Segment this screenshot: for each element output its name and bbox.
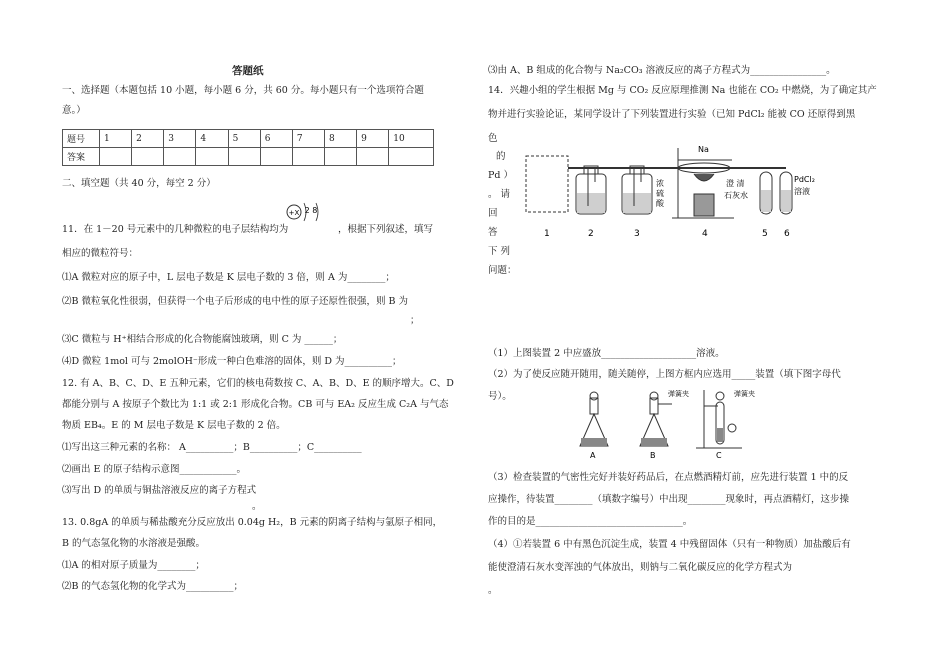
- option-letter: C: [716, 451, 722, 460]
- table-cell: 9: [357, 130, 389, 148]
- label-na: Na: [698, 145, 709, 154]
- q11-instruction: 相应的微粒符号：: [62, 248, 139, 259]
- label-solution: 溶液: [794, 187, 810, 196]
- section1-heading-cont: 意。）: [62, 105, 86, 116]
- table-row: [63, 148, 434, 166]
- table-row: [63, 130, 434, 148]
- option-a-flask: [580, 392, 608, 460]
- shell-electrons: 2 8: [304, 206, 318, 215]
- q14-part3-cont2: 作的目的是_______________________________。: [488, 516, 693, 527]
- table-cell: 5: [228, 130, 260, 148]
- q11-part1: ⑴A 微粒对应的原子中，L 层电子数是 K 层电子数的 3 倍，则 A 为________；: [62, 272, 395, 283]
- table-cell: 8: [324, 130, 356, 148]
- q14-side-text: 下 列: [488, 246, 511, 257]
- label-pdcl2: PdCl₂: [794, 175, 815, 184]
- spring-clip-label: 弹簧夹: [668, 390, 689, 398]
- table-cell: 3: [164, 130, 196, 148]
- q14-text-cont: 物并进行实验论证，某同学设计了下列装置进行实验（已知 PdCl₂ 能被 CO 还原得到黑: [488, 109, 856, 120]
- label-liu: 硫: [656, 189, 664, 198]
- table-cell: 1: [100, 130, 132, 148]
- option-letter: A: [590, 451, 596, 460]
- answer-cell-3[interactable]: [164, 148, 196, 166]
- q14-side-text: 的: [496, 151, 506, 162]
- answer-cell-9[interactable]: [357, 148, 389, 166]
- q14-side-text: Pd ）: [488, 170, 513, 181]
- q14-part2: （2）为了使反应随开随用，随关随停，上图方框内应选用_____装置（填下图字母代: [488, 369, 841, 380]
- gas-generator-options-figure: [572, 384, 802, 462]
- label-suan: 酸: [656, 199, 664, 208]
- q12-text-cont2: 物质 EB₄。E 的 M 层电子数是 K 层电子数的 2 倍。: [62, 420, 286, 431]
- answer-cell-10[interactable]: [389, 148, 434, 166]
- q11-text-cont: ，根据下列叙述，填写: [338, 224, 434, 235]
- table-cell: 2: [132, 130, 164, 148]
- section1-heading: 一、选择题（本题包括 10 小题，每小题 6 分，共 60 分。每小题只有一个选项符合题: [62, 85, 424, 96]
- answer-cell-8[interactable]: [324, 148, 356, 166]
- apparatus-number: 3: [634, 229, 640, 239]
- q12-part2: ⑵画出 E 的原子结构示意图____________。: [62, 464, 246, 475]
- apparatus-5-tube: [724, 172, 772, 214]
- apparatus-number: 6: [784, 229, 790, 239]
- q11-part4: ⑷D 微粒 1mol 可与 2molOH⁻形成一种白色难溶的固体，则 D 为__________；: [62, 356, 402, 367]
- q12-text: 12. 有 A、B、C、D、E 五种元素，它们的核电荷数按 C、A、B、D、E 的顺序增大。C、D: [62, 378, 454, 389]
- answer-cell-4[interactable]: [196, 148, 228, 166]
- q13-text-cont: B 的气态氢化物的水溶液是强酸。: [62, 538, 206, 549]
- label-nong: 浓: [656, 179, 664, 188]
- q12-part1: ⑴写出这三种元素的名称： A__________；B__________；C__________: [62, 442, 362, 453]
- q14-side-text: 回: [488, 208, 498, 219]
- answer-cell-1[interactable]: [100, 148, 132, 166]
- experiment-apparatus-figure: [522, 138, 822, 242]
- table-cell: 答案: [63, 148, 100, 166]
- table-cell: 6: [260, 130, 292, 148]
- table-cell: 7: [292, 130, 324, 148]
- q14-side-text: 色: [488, 133, 498, 144]
- q13-part2: ⑵B 的气态氢化物的化学式为__________；: [62, 581, 244, 592]
- apparatus-3-bottle: [622, 166, 665, 214]
- q13-text: 13. 0.8gA 的单质与稀盐酸充分反应放出 0.04g H₂，B 元素的阴离子结构与氩原子相同，: [62, 517, 443, 528]
- option-letter: B: [650, 451, 656, 460]
- q14-part1: （1）上图装置 2 中应盛放____________________溶液。: [488, 348, 725, 359]
- q12-part3-end: 。: [252, 501, 262, 512]
- nucleus-label: +X: [288, 209, 300, 217]
- answer-cell-2[interactable]: [132, 148, 164, 166]
- q14-side-text: 问题：: [488, 265, 517, 276]
- q13-part3: ⑶由 A、B 组成的化合物与 Na₂CO₃ 溶液反应的离子方程式为________________。: [488, 65, 836, 76]
- q11-part3: ⑶C 微粒与 H⁺相结合形成的化合物能腐蚀玻璃，则 C 为 ______；: [62, 334, 343, 345]
- q14-part4-end: 。: [488, 585, 498, 596]
- q11-part2-end: ；: [410, 315, 420, 326]
- q14-part3: （3）检查装置的气密性完好并装好药品后，在点燃酒精灯前，应先进行装置 1 中的反: [488, 472, 849, 483]
- q12-text-cont: 都能分别与 A 按原子个数比为 1:1 或 2:1 形成化合物。CB 可与 EA₂ 反应生成 C₂A 与气态: [62, 399, 449, 410]
- apparatus-1-box: [526, 156, 568, 212]
- label-limewater: 石灰水: [724, 191, 748, 200]
- option-c-tube: [696, 389, 755, 460]
- label-clear: 澄 清: [726, 179, 745, 188]
- q11-text: 11．在 1－20 号元素中的几种微粒的电子层结构均为: [62, 224, 289, 235]
- q14-part4: （4）①若装置 6 中有黑色沉淀生成，装置 4 中残留固体（只有一种物质）加盐酸后有: [488, 539, 851, 550]
- answer-cell-6[interactable]: [260, 148, 292, 166]
- apparatus-number: 1: [544, 229, 550, 239]
- section2-heading: 二、填空题（共 40 分，每空 2 分）: [62, 178, 216, 189]
- answer-table: [62, 129, 434, 166]
- apparatus-2-bottle: [576, 166, 606, 214]
- apparatus-number: 5: [762, 229, 768, 239]
- answer-cell-7[interactable]: [292, 148, 324, 166]
- option-b-flask: [640, 389, 689, 460]
- apparatus-4-tube: [672, 145, 734, 218]
- q14-side-text: 答: [488, 227, 498, 238]
- q13-part1: ⑴A 的相对原子质量为________；: [62, 560, 205, 571]
- q14-part3-cont: 应操作，待装置________（填数字编号）中出现________现象时，再点酒精灯，这步操: [488, 494, 850, 505]
- page-title: 答题纸: [232, 65, 264, 77]
- table-cell: 4: [196, 130, 228, 148]
- table-cell: 题号: [63, 130, 100, 148]
- apparatus-number: 4: [702, 229, 708, 239]
- q11-part2: ⑵B 微粒氧化性很弱，但获得一个电子后形成的电中性的原子还原性很强，则 B 为: [62, 296, 409, 307]
- apparatus-6-tube: [780, 172, 815, 214]
- answer-cell-5[interactable]: [228, 148, 260, 166]
- table-cell: 10: [389, 130, 434, 148]
- q14-part4-cont: 能使澄清石灰水变浑浊的气体放出，则钠与二氧化碳反应的化学方程式为: [488, 562, 793, 573]
- q14-text: 14．兴趣小组的学生根据 Mg 与 CO₂ 反应原理推测 Na 也能在 CO₂ 中燃烧，为了确定其产: [488, 85, 877, 96]
- q12-part3: ⑶写出 D 的单质与铜盐溶液反应的离子方程式: [62, 485, 257, 496]
- q14-side-text: 。 请: [488, 189, 511, 200]
- q14-part2-cont: 号）。: [488, 391, 512, 402]
- spring-clip-label: 弹簧夹: [734, 390, 755, 398]
- apparatus-number: 2: [588, 229, 594, 239]
- atom-structure-diagram: [284, 198, 330, 228]
